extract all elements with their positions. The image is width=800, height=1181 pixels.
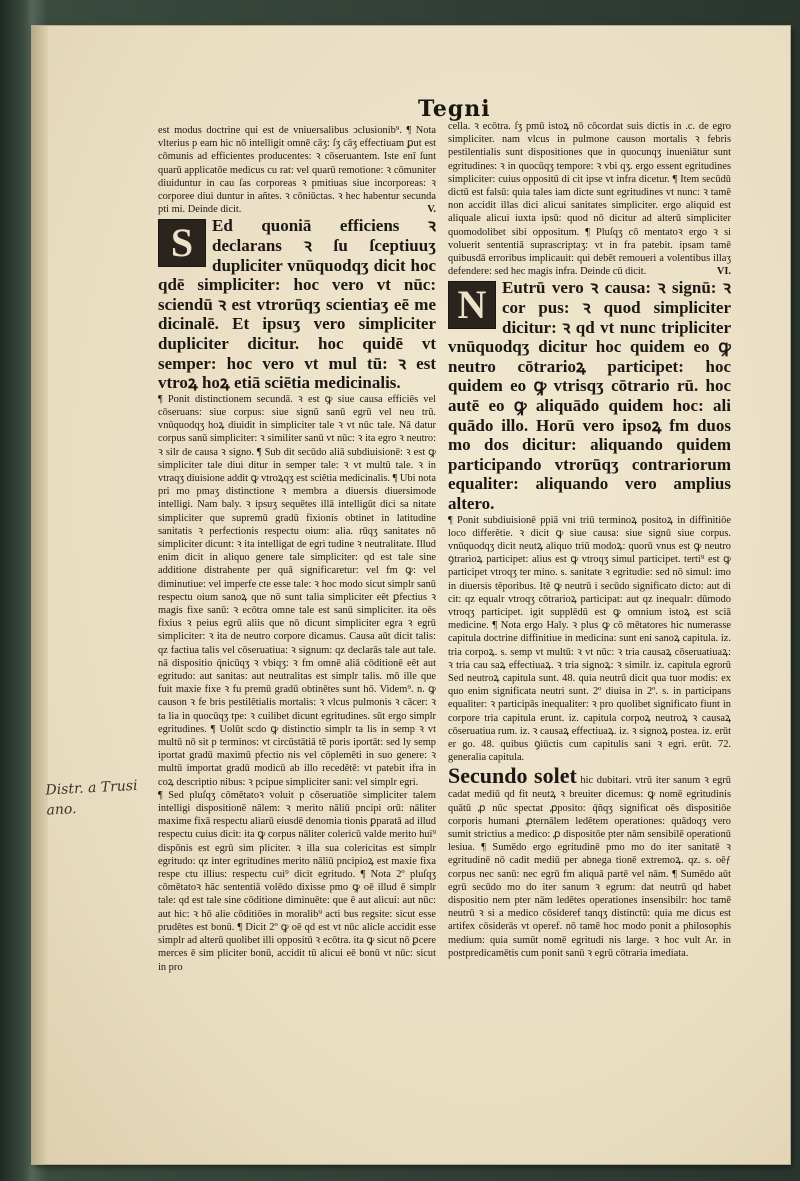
running-header: Tegni: [418, 96, 491, 122]
left-main-text: [158, 216, 436, 392]
section-number-v: V.: [427, 204, 436, 216]
left-column: [158, 124, 436, 1044]
right-main-text: [448, 278, 731, 513]
drop-initial-s: S: [158, 219, 206, 267]
left-para-2: Ed quoniā efficiens ꝛ declarans ꝛ ſu ſceptiuuʒ dupliciter vnūquodqʒ dicit hoc qdē simpliciter: hoc vero vt nūc: sciendū ꝛ est vtrorūqʒ scientiaʒ eē me dicinalē. Et ipsuʒ vero simpliciter dupliciter dicitur. hoc quidē vt semper: hoc vero vt mul tū: ꝛ est vtroꝝ hoꝝ etiā sciētia medicinalis.: [158, 216, 436, 393]
right-para-1: cella. ꝛ ecōtra. ſʒ pmū istoꝝ nō cōcordat suis dictis in .c. de egro simpliciter. nam vlcus in pulmone causon mortalis ꝛ febris pestilentialis sunt dispositiones que in quocunqʒ inueniātur sunt egritudines: ꝛ in quocūqʒ tempore: ꝛ vbi qʒ. ergo essent egritudines simpliciter: cuius oppositū di cit ipse vt infra dicetur. ¶ Item secūdū dictū est falsū: quia tales iam dicte sunt egritudines vt nunc: ꝛ tamē non accidit illas dici alicui sanitates simpliciter. ergo aliquid est aliquale alicui iuxta ipsū: quod nō dicitur ad alterū simpliciter quomodolibet sibi oppositum. ¶ Pluſqʒ cō mentatoꝛ ergo ꝛ si voluerit sententiā suprascriptaʒ: vt in fra patebit. ipsam tamē quibusdā erroribus implicauit: qui debēt remoueri a volentibus illaʒ defendere: sed hec magis infra. Deinde cū dicit.: [448, 121, 731, 278]
secundo-solet-heading: Secundo solet: [448, 763, 577, 789]
left-para-4: ¶ Sed pluſqʒ cōmētatoꝛ voluit p cōseruatiōe simpliciter talem intelligi dispositionē nālem: ꝛ merito nāliū pncipi orū: nāliter maxime fixā respectu aliarū eiusdē denomia tionis ꝑparatā ad illud respectu cuius dicit: ita ꝙ corpus nāliter colericū valde merito hui⁹ dispōnis est egrū sim pliciter. ꝛ illa sua colericitas est simplr egritudo: qz inter egritudines merito nāliū pncipioꝝ est maxie fixa respe ctu illius: respectu cui⁹ dicit egritudo. ¶ Nota 2º pluſqʒ cōmētatoꝛ hāc sententiā volēdo dixisse pmo ꝙ oē illud ē simplr tale: qd est tale sine cōditione diminuēte: que ē aut alicui: aut nūc: aut hic: ꝛ hō alie cōditiōes in moralib⁹ acti bus regsite: sicut esse prudētes est bonū. ¶ Dicit 2º ꝙ oē qd est vt nūc alicle accidit esse simplr ad alterū quolibet illi oppositū ꝛ ecōtra. ita ꝙ sicut nō ꝑcere merces ē sim pliciter bonū, accidit tū alicui eē bonū vt nūc: sicut in pro: [158, 789, 436, 973]
left-para-3: ¶ Ponit distinctionem secundā. ꝛ est ꝙ siue causa efficiēs vel cōseruans: siue corpus: siue signū sanū egrū vel neu trū. vnūquodqʒ hoꝝ diuidit in simpliciter tale ꝛ vt nūc tale. Nā datur corpus sanū simpliciter: ꝛ similiter sanū vt nūc: ꝛ ita egro ꝛ neutro: ꝛ silr de causa ꝛ signo. ¶ Sub dit secūdo aliā subdiuisionē: ꝛ est ꝙ simpliciter tale diui ditur in semper tale: ꝛ vt multū tale. ꝛ in vtraqʒ diuisione addit ꝙ vtroꝝqʒ est sciētia medicinalis. ¶ Ubi nota pri mo pmaʒ distinctione ꝛ membra a diuersis diuersimode intelligi. Nam baly. ꝛ ipsuʒ sequētes illā intelligūt dici sa nitate simpliciter que supremū gradū fixionis obtinet in latitudine sanitatis ꝛ perfectionis respectu oium: alia. rūqʒ sanitates nō simpliciter dicunt: ꝛ ita intelligat de egri tudine ꝛ neutralitate. Illud enim dicit in aliquo genere tale simpliciter: qd est tale sine additione distrahente per quā significaretur: vel fm ꝙ: vel diminutiue: vel imperfe cte esse tale: ꝛ hoc modo sicut simplr sanū respectu oium sanoꝝ que nō sunt talia simpliciter eēt ꝑfectius ꝛ magis fixe sanū: ꝛ ecōtra omne tale est sanū simpliciter. ita oēs fixius ꝛ peius egrū aliis que nō dicunt simpliciter egra ꝛ egrū simpliciter: ꝛ ita de neutro corpore dicamus. Causa aūt dicit talis: qz factiua talis vel cōseruatiua: ꝛ signum: qz declarās tale aut tale. nā dispositio q̄nicūqʒ ꝛ vbiqʒ: ꝛ fm omnē aliā cōditionē eēt aut egritudo: aut sanitas: aut neutralitas est simplr talis. mō ille que fuit maxie fixe ꝛ fu premū gradū obtinētes sunt hō. Videm⁹. n. ꝙ causon ꝛ fe bris pestilētialis mortalis: ꝛ vlcus pulmonis ꝛ cācer: ꝛ ta lia in quocūqʒ tpe: ꝛ cuilibet dicunt egritudines. sūt ergo simplr egritudines. ¶ Uolūt scdo ꝙ distinctio simplr ta lis in semp ꝛ vt multū nō sit p terminos: vt circūstātiā tē poris iportāt: sed ly semp iportat gradū maximū pfectio nis vel cōplemēti in suo genere: ꝛ multū importat gradū modicū ab illo recedētē: vt patebit ifra in coꝝ descriptio nibus: ꝛ pcipue simpliciter sani: vel simplr egri.: [158, 393, 436, 788]
section-number-vi: VI.: [716, 266, 731, 278]
right-para-4: hic dubitari. vtrū iter sanum ꝛ egrū cadat mediū qd fit neutꝝ ꝛ breuiter dicemus: ꝙ nomē egritudinis quātū ꝓ nūc spectat ꝓposito: q̄ñqʒ significat oēs dispositiōe corporis humani ꝓternālem ledētem operationes: quādoqʒ vero sumit strictius a medico: ꝓ dispositōe pter nām sensibilē operationū lesiua. ¶ Sumēdo ergo egritudinē pmo mo do iter sanitatē ꝛ egritudinē nō cadit mediū per abnega tionē extremoꝝ. qz. s. oēƒ corpus nec sanū: nec egrū fm aliquā partē vel nām. ¶ Sumēdo aūt egrū secūdo mo do iter sanum ꝛ egrum: dat neutrū qd habet dispositio nem pter nām ledētes operationes insensibilr: hoc tamē neutrū ꝛ si a medico cōsideref tanqʒ distinctū: quia me dicus est artifex cōsiderās vt operef. nō tamē hoc modo ponit a philosophis medium: quia sumūt nomē egritudi nis large. ꝛ hoc vult Ar. in postpredicamētis cum ponit sanū ꝛ egrū cōtraria imediata.: [448, 775, 731, 959]
page-gutter: [32, 26, 48, 1164]
right-para-3: ¶ Ponit subdiuisionē ppiā vni triū terminoꝝ positoꝝ in diffinitiōe loco differētie. ꝛ dicit ꝙ siue causa: siue signū siue corpus. vnūquodqʒ dicit neutꝝ aliquo triū modoꝝ: quorū vnus est ꝙ neutro ꝯtrarioꝝ participet: alius est ꝙ vtroqʒ simul participet. terti⁹ est ꝙ participet vtroqʒ ter mino. s. sanitate ꝛ egritudie: sed nō simul: imo in diuersis tēporibus. Itē ꝙ neutrū i secūdo significato dicto: aut di cit: qz equalr vtroqʒ cōtrarioꝝ participat: aut qz inequalr: dūmodo vtroqʒ participet. igit supplēdū est ꝙ omnium istoꝝ est sciā medicine. ¶ Nota ergo Haly. ꝛ plus ꝙ cō mētatores hic numerasse capitula doctrine diffinitiue in medicina: sunt eni sanoꝝ capitula. iz. tria corpoꝝ. s. semp vt multū: ꝛ vt nūc: ꝛ tria causaꝝ cōseruatiuaꝝ: ꝛ tria cau saꝝ effectiuaꝝ. ꝛ tria signoꝝ: ꝛ similr. iz. capitula egrorū Sed neutroꝝ capitula sunt. 48. quia neutrū dicit qua tuor modis: ex quo enim significata neutri sunt. 2º diuisa in 2º. s. in participans equaliter: ꝛ participās inequaliter: ꝛ pro quolibet significato fiunt in corpore tria capitula erunt. iz. capitula corpoꝝ neutroꝝ ꝛ causaꝝ cōseruatiua rum. iz. ꝛ causaꝝ effectiuaꝝ. iz. ꝛ signoꝝ postea. iz. erūt er go. 48. quibus ꝯiūctis cum capitulis sani ꝛ egri. erūt. 72. generalia capitula.: [448, 514, 731, 764]
right-column: [448, 120, 731, 980]
right-para-2: Eutrū vero ꝛ causa: ꝛ signū: ꝛ cor pus: ꝛ quod simpliciter dicitur: ꝛ qd vt nunc tripliciter vnūquodqʒ dicitur hoc quidem eo ꝙ neutro cōtrarioꝝ participet: hoc quidem eo ꝙ vtrisqʒ cōtrario rū. hoc autē eo ꝙ aliquādo quidem hoc: ali quādo illo. Horū vero ipsoꝝ fm duos mo dos dicitur: aliquando quidem participando vtrorūqʒ contrariorum equaliter: aliquando vero amplius altero.: [448, 278, 731, 513]
marginal-handwritten-note: Distr. a Trusi ano.: [45, 777, 138, 819]
drop-initial-n: N: [448, 281, 496, 329]
left-para-1: est modus doctrine qui est de vniuersalibus ↄclusionib⁹. ¶ Nota vlterius p eam hic nō intelligit omnē cāʒ: ſʒ cāʒ effectiuam ꝑut est cōmunis ad efficientes producentes: ꝛ cōseruantem. Iste enī ſunt quarū applicatōe medicus cu rat: vel quarū remotione: ꝛ cōmuniter diuiduntur in cau ſas corporeas ꝛ pmitiuas siue incorporeas: ꝛ corporee diui duntur in añtes. ꝛ cōniūctas. ꝛ hec habentur secunda pti mi. Deinde dicit.: [158, 125, 436, 216]
